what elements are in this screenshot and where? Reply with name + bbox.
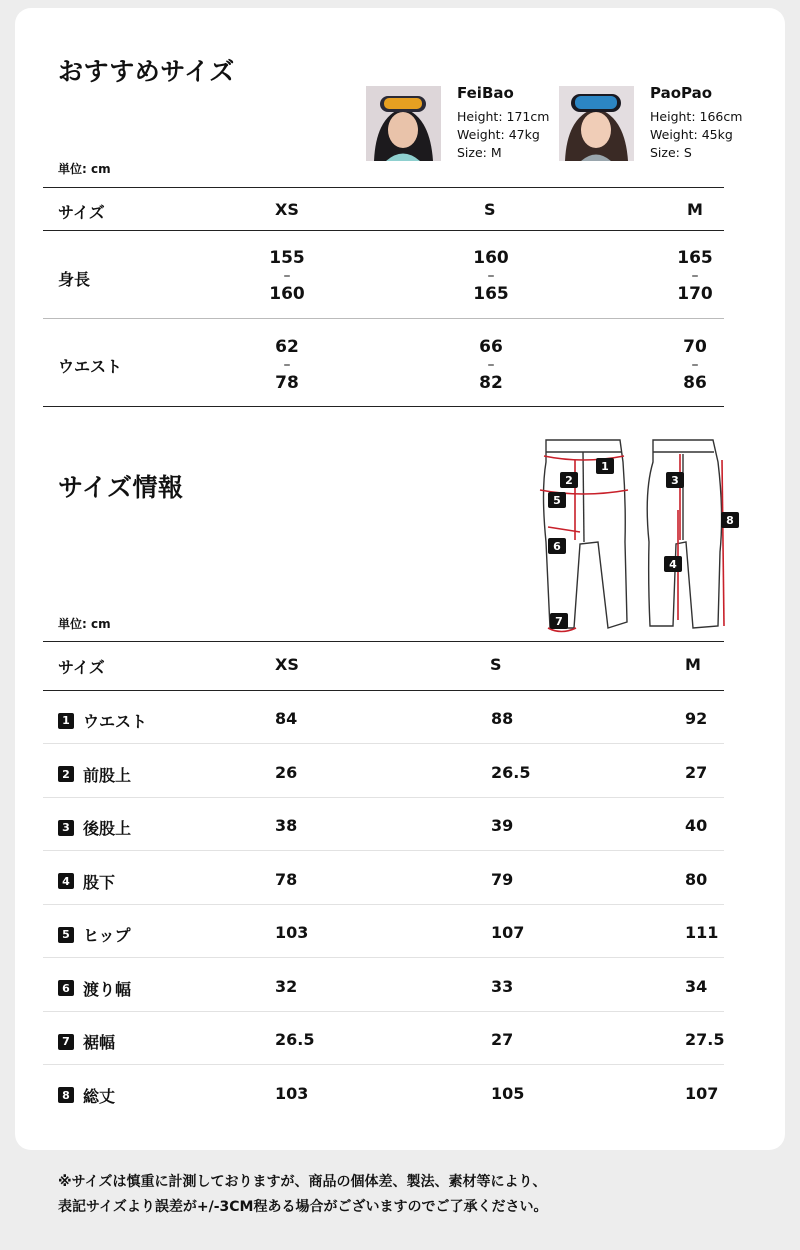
- info-cell: 103: [275, 923, 309, 942]
- info-cell: 103: [275, 1083, 309, 1103]
- header-m: M: [685, 655, 701, 674]
- table-rule: [43, 690, 724, 691]
- info-cell: 84: [275, 709, 298, 728]
- range-cell: [461, 249, 521, 303]
- row-number-badge: 7: [58, 1034, 74, 1050]
- header-m: M: [687, 200, 703, 219]
- header-s: S: [490, 655, 502, 674]
- header-xs: XS: [275, 655, 299, 674]
- model-height: Height: 166cm: [650, 109, 743, 124]
- info-row-label: [58, 977, 131, 1000]
- pants-diagram-svg: [528, 432, 748, 642]
- diagram-label: 3: [671, 474, 679, 487]
- range-dash: –: [283, 268, 291, 284]
- info-cell: 107: [685, 1083, 719, 1103]
- row-number-badge: 8: [58, 1087, 74, 1103]
- info-unit: 単位: cm: [58, 617, 111, 631]
- header-size: サイズ: [58, 658, 105, 677]
- table-rule: [43, 406, 724, 407]
- model-weight: Weight: 45kg: [650, 127, 733, 142]
- info-cell: 34: [685, 976, 708, 996]
- row-label-waist: ウエスト: [58, 357, 123, 376]
- range-high: 82: [479, 373, 503, 393]
- table-rule: [43, 1064, 724, 1065]
- table-rule: [43, 187, 724, 188]
- footer-line: ※サイズは慎重に計測しておりますが、商品の個体差、製法、素材等により、: [58, 1174, 547, 1190]
- range-cell: [665, 338, 725, 392]
- table-rule: [43, 641, 724, 642]
- footer-note: [58, 1170, 547, 1220]
- range-cell: [257, 338, 317, 392]
- info-cell: 88: [491, 709, 514, 728]
- info-row-label: [58, 709, 147, 732]
- info-row-label: [58, 763, 131, 786]
- info-cell: 27: [685, 762, 708, 782]
- info-row-label: [58, 1030, 115, 1053]
- info-cell: 38: [275, 816, 298, 835]
- info-row-label: [58, 1084, 115, 1107]
- info-cell: 26.5: [491, 762, 531, 782]
- info-cell: 105: [491, 1083, 525, 1103]
- row-label-text: 裾幅: [83, 1033, 116, 1052]
- range-cell: [665, 249, 725, 303]
- header-xs: XS: [275, 200, 299, 219]
- table-rule: [43, 1011, 724, 1012]
- info-row-label: [58, 816, 131, 839]
- info-cell: 39: [491, 816, 514, 835]
- row-label-text: 総丈: [83, 1086, 116, 1106]
- row-label-text: ウエスト: [83, 712, 148, 731]
- model-size: Size: S: [650, 145, 692, 160]
- model-height: Height: 171cm: [457, 109, 550, 124]
- table-rule: [43, 318, 724, 319]
- recommend-title: おすすめサイズ: [58, 57, 235, 86]
- range-low: 70: [683, 337, 707, 357]
- info-cell: 111: [685, 923, 719, 942]
- table-rule: [43, 904, 724, 905]
- footer-line: 表記サイズより誤差が+/-3CM程ある場合がございますのでご了承ください。: [58, 1199, 548, 1215]
- model-photo-feibao: [366, 86, 441, 161]
- model-name: PaoPao: [650, 84, 713, 102]
- table-rule: [43, 957, 724, 958]
- range-low: 165: [677, 248, 713, 268]
- range-dash: –: [283, 357, 291, 373]
- model-info-feibao: [457, 84, 549, 162]
- row-number-badge: 5: [58, 927, 74, 943]
- table-rule: [43, 230, 724, 231]
- range-high: 160: [269, 284, 305, 304]
- info-cell: 32: [275, 976, 298, 996]
- row-number-badge: 6: [58, 980, 74, 996]
- info-cell: 27.5: [685, 1030, 725, 1049]
- range-dash: –: [487, 357, 495, 373]
- range-low: 160: [473, 248, 509, 268]
- model-size: Size: M: [457, 145, 502, 160]
- info-cell: 92: [685, 709, 708, 728]
- table-rule: [43, 850, 724, 851]
- diagram-label: 8: [726, 514, 734, 527]
- model-photo-paopao: [559, 86, 634, 161]
- range-high: 78: [275, 373, 299, 393]
- range-dash: –: [691, 268, 699, 284]
- pants-measurement-diagram: [528, 432, 748, 642]
- row-number-badge: 1: [58, 713, 74, 729]
- info-row-label: [58, 870, 115, 893]
- diagram-label: 7: [555, 615, 563, 628]
- info-row-label: [58, 923, 131, 946]
- diagram-label: 6: [553, 540, 561, 553]
- row-label-text: 前股上: [83, 765, 132, 785]
- table-rule: [43, 743, 724, 744]
- row-number-badge: 2: [58, 766, 74, 782]
- recommend-unit: 単位: cm: [58, 162, 111, 176]
- info-cell: 26: [275, 762, 298, 782]
- diagram-label: 4: [669, 558, 677, 571]
- range-dash: –: [487, 268, 495, 284]
- row-number-badge: 4: [58, 873, 74, 889]
- model-weight: Weight: 47kg: [457, 127, 540, 142]
- model-info-paopao: [650, 84, 742, 162]
- range-high: 86: [683, 373, 707, 393]
- range-high: 165: [473, 284, 509, 304]
- range-low: 62: [275, 337, 299, 357]
- header-s: S: [484, 200, 496, 219]
- row-number-badge: 3: [58, 820, 74, 836]
- range-low: 155: [269, 248, 305, 268]
- info-cell: 80: [685, 869, 708, 889]
- info-cell: 40: [685, 816, 708, 835]
- info-cell: 107: [491, 923, 525, 942]
- row-label-text: 股下: [83, 872, 116, 892]
- info-cell: 26.5: [275, 1030, 315, 1049]
- range-dash: –: [691, 357, 699, 373]
- range-cell: [461, 338, 521, 392]
- diagram-label: 5: [553, 494, 561, 507]
- table-rule: [43, 797, 724, 798]
- info-cell: 79: [491, 869, 514, 889]
- info-cell: 33: [491, 976, 514, 996]
- diagram-label: 1: [601, 460, 609, 473]
- row-label-text: ヒップ: [83, 926, 131, 945]
- row-label-text: 渡り幅: [83, 979, 132, 999]
- row-label-text: 後股上: [83, 819, 132, 838]
- info-cell: 78: [275, 869, 298, 889]
- range-cell: [257, 249, 317, 303]
- row-label-height: 身長: [58, 270, 91, 289]
- info-title: サイズ情報: [58, 473, 184, 502]
- range-low: 66: [479, 337, 503, 357]
- info-cell: 27: [491, 1030, 514, 1049]
- diagram-label: 2: [565, 474, 573, 487]
- range-high: 170: [677, 284, 713, 304]
- model-name: FeiBao: [457, 84, 514, 102]
- header-size: サイズ: [58, 203, 105, 222]
